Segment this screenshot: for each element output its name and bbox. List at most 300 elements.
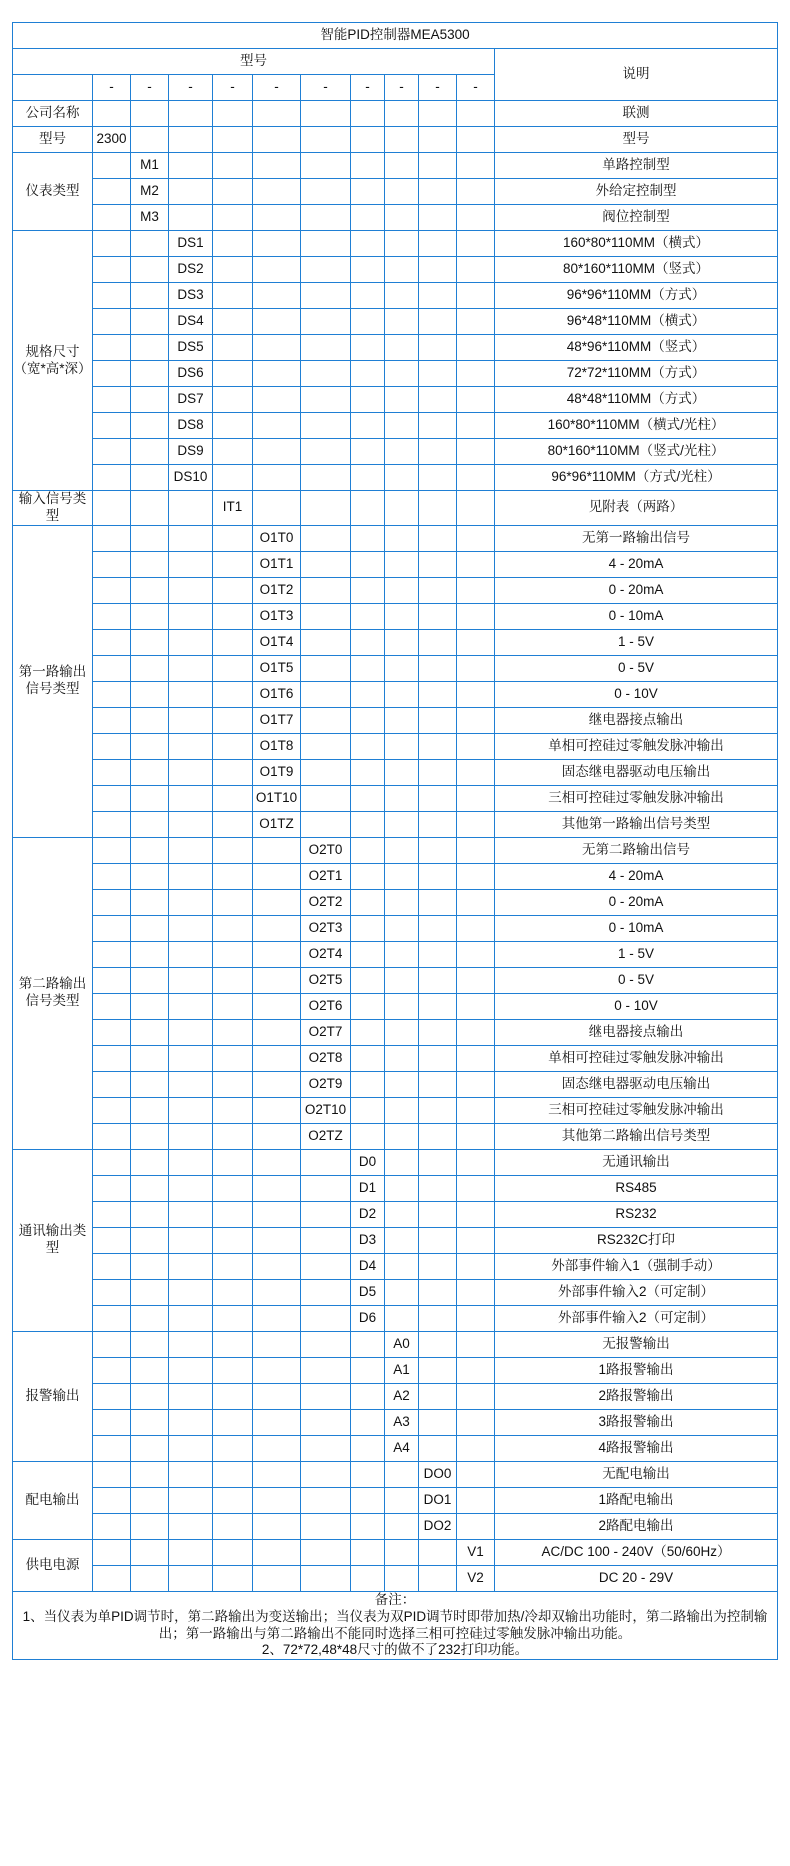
empty-cell (301, 707, 351, 733)
empty-cell (253, 1149, 301, 1175)
empty-cell (169, 1045, 213, 1071)
empty-cell (419, 707, 457, 733)
empty-cell (253, 1565, 301, 1591)
description-cell: 0 - 10mA (495, 603, 778, 629)
empty-cell (253, 967, 301, 993)
empty-cell (93, 941, 131, 967)
empty-cell (131, 837, 169, 863)
empty-cell (213, 1331, 253, 1357)
header-row-model (13, 49, 778, 75)
table-row (13, 1201, 778, 1227)
group-label: 第一路输出信号类型 (13, 525, 93, 837)
empty-cell (301, 1513, 351, 1539)
empty-cell (169, 577, 213, 603)
empty-cell (419, 491, 457, 526)
empty-cell (169, 785, 213, 811)
empty-cell (419, 1253, 457, 1279)
empty-cell (213, 1123, 253, 1149)
empty-cell (351, 257, 385, 283)
empty-cell (419, 439, 457, 465)
dash-cell: - (351, 75, 385, 101)
code-cell: O1T8 (253, 733, 301, 759)
empty-cell (131, 1149, 169, 1175)
description-cell: 无通讯输出 (495, 1149, 778, 1175)
empty-cell (351, 603, 385, 629)
empty-cell (301, 1565, 351, 1591)
empty-cell (301, 785, 351, 811)
code-cell: O1T3 (253, 603, 301, 629)
empty-cell (93, 1019, 131, 1045)
empty-cell (457, 309, 495, 335)
dash-cell: - (385, 75, 419, 101)
empty-cell (301, 1253, 351, 1279)
empty-cell (213, 1279, 253, 1305)
table-row (13, 205, 778, 231)
empty-cell (169, 603, 213, 629)
description-cell: 72*72*110MM（方式） (495, 361, 778, 387)
empty-cell (351, 707, 385, 733)
description-cell: 其他第一路输出信号类型 (495, 811, 778, 837)
code-cell: D4 (351, 1253, 385, 1279)
description-cell: 单相可控硅过零触发脉冲输出 (495, 1045, 778, 1071)
empty-cell (131, 941, 169, 967)
empty-cell (93, 1149, 131, 1175)
description-cell: 无第一路输出信号 (495, 525, 778, 551)
table-row (13, 491, 778, 526)
code-cell: DS7 (169, 387, 213, 413)
empty-cell (93, 101, 131, 127)
empty-cell (253, 1461, 301, 1487)
empty-cell (213, 101, 253, 127)
empty-cell (457, 179, 495, 205)
empty-cell (93, 1123, 131, 1149)
empty-cell (351, 1123, 385, 1149)
empty-cell (457, 1383, 495, 1409)
empty-cell (301, 525, 351, 551)
empty-cell (457, 387, 495, 413)
empty-cell (131, 915, 169, 941)
description-cell: DC 20 - 29V (495, 1565, 778, 1591)
empty-cell (385, 413, 419, 439)
table-row (13, 681, 778, 707)
empty-cell (419, 153, 457, 179)
empty-cell (457, 1435, 495, 1461)
table-row (13, 1539, 778, 1565)
description-cell: 4 - 20mA (495, 863, 778, 889)
empty-cell (213, 863, 253, 889)
table-row (13, 1123, 778, 1149)
empty-cell (93, 785, 131, 811)
empty-cell (457, 837, 495, 863)
empty-cell (419, 681, 457, 707)
empty-cell (419, 1149, 457, 1175)
description-cell: RS232 (495, 1201, 778, 1227)
empty-cell (301, 811, 351, 837)
empty-cell (131, 1305, 169, 1331)
description-cell: 48*96*110MM（竖式） (495, 335, 778, 361)
empty-cell (93, 1487, 131, 1513)
empty-cell (253, 1539, 301, 1565)
empty-cell (131, 1383, 169, 1409)
empty-cell (419, 525, 457, 551)
empty-cell (253, 1019, 301, 1045)
model-group-header: 型号 (13, 49, 495, 75)
empty-cell (93, 1227, 131, 1253)
empty-cell (253, 1513, 301, 1539)
empty-cell (419, 1045, 457, 1071)
empty-cell (419, 413, 457, 439)
empty-cell (169, 837, 213, 863)
empty-cell (385, 1071, 419, 1097)
table-row (13, 1513, 778, 1539)
empty-cell (301, 283, 351, 309)
empty-cell (385, 231, 419, 257)
empty-cell (457, 101, 495, 127)
empty-cell (385, 1487, 419, 1513)
empty-cell (385, 811, 419, 837)
empty-cell (213, 577, 253, 603)
empty-cell (351, 413, 385, 439)
description-cell: 96*96*110MM（方式） (495, 283, 778, 309)
empty-cell (93, 1461, 131, 1487)
code-cell: DS3 (169, 283, 213, 309)
table-row (13, 257, 778, 283)
empty-cell (169, 941, 213, 967)
empty-cell (213, 1175, 253, 1201)
table-row (13, 1487, 778, 1513)
empty-cell (213, 941, 253, 967)
empty-cell (385, 1227, 419, 1253)
empty-cell (93, 759, 131, 785)
table-row (13, 127, 778, 153)
code-cell: O2T4 (301, 941, 351, 967)
empty-cell (169, 629, 213, 655)
empty-cell (385, 1539, 419, 1565)
empty-cell (457, 361, 495, 387)
empty-cell (93, 1201, 131, 1227)
code-cell: M2 (131, 179, 169, 205)
empty-cell (351, 1045, 385, 1071)
empty-cell (93, 811, 131, 837)
empty-cell (169, 681, 213, 707)
empty-cell (419, 101, 457, 127)
empty-cell (169, 1227, 213, 1253)
empty-cell (131, 1019, 169, 1045)
empty-cell (213, 257, 253, 283)
empty-cell (385, 733, 419, 759)
empty-cell (457, 153, 495, 179)
empty-cell (385, 629, 419, 655)
empty-cell (213, 231, 253, 257)
empty-cell (131, 629, 169, 655)
empty-cell (213, 1045, 253, 1071)
empty-cell (93, 413, 131, 439)
empty-cell (169, 811, 213, 837)
table-row (13, 1435, 778, 1461)
table-row (13, 1357, 778, 1383)
empty-cell (419, 179, 457, 205)
empty-cell (385, 387, 419, 413)
empty-cell (169, 733, 213, 759)
empty-cell (213, 309, 253, 335)
empty-cell (213, 1461, 253, 1487)
empty-cell (385, 1565, 419, 1591)
empty-cell (131, 465, 169, 491)
empty-cell (351, 153, 385, 179)
table-row (13, 603, 778, 629)
empty-cell (213, 993, 253, 1019)
empty-cell (351, 1539, 385, 1565)
empty-cell (93, 1071, 131, 1097)
empty-cell (131, 1071, 169, 1097)
empty-cell (169, 1071, 213, 1097)
empty-cell (419, 361, 457, 387)
empty-cell (253, 1305, 301, 1331)
group-label: 规格尺寸（宽*高*深） (13, 231, 93, 491)
empty-cell (301, 1227, 351, 1253)
table-row (13, 1045, 778, 1071)
empty-cell (457, 863, 495, 889)
description-cell: 4 - 20mA (495, 551, 778, 577)
empty-cell (131, 525, 169, 551)
dash-cell: - (419, 75, 457, 101)
empty-cell (385, 967, 419, 993)
table-row (13, 967, 778, 993)
empty-cell (253, 257, 301, 283)
empty-cell (131, 309, 169, 335)
empty-cell (419, 837, 457, 863)
empty-cell (457, 993, 495, 1019)
empty-cell (385, 127, 419, 153)
empty-cell (351, 491, 385, 526)
empty-cell (213, 283, 253, 309)
empty-cell (93, 283, 131, 309)
empty-cell (301, 603, 351, 629)
empty-cell (169, 1409, 213, 1435)
table-row (13, 1227, 778, 1253)
empty-cell (213, 629, 253, 655)
table-row (13, 309, 778, 335)
empty-cell (169, 759, 213, 785)
description-cell: 160*80*110MM（横式） (495, 231, 778, 257)
empty-cell (169, 993, 213, 1019)
table-row (13, 439, 778, 465)
empty-cell (131, 863, 169, 889)
empty-cell (93, 335, 131, 361)
empty-cell (131, 361, 169, 387)
empty-cell (131, 811, 169, 837)
empty-cell (253, 941, 301, 967)
code-cell: V2 (457, 1565, 495, 1591)
empty-cell (351, 525, 385, 551)
empty-cell (131, 577, 169, 603)
table-row (13, 655, 778, 681)
empty-cell (131, 439, 169, 465)
description-cell: 联测 (495, 101, 778, 127)
empty-cell (457, 525, 495, 551)
empty-cell (93, 915, 131, 941)
empty-cell (385, 577, 419, 603)
description-cell: 0 - 5V (495, 655, 778, 681)
empty-cell (213, 967, 253, 993)
empty-cell (253, 863, 301, 889)
empty-cell (213, 837, 253, 863)
empty-cell (457, 603, 495, 629)
empty-cell (93, 361, 131, 387)
description-cell: 外给定控制型 (495, 179, 778, 205)
empty-cell (419, 283, 457, 309)
empty-cell (419, 1383, 457, 1409)
empty-cell (213, 733, 253, 759)
empty-cell (385, 551, 419, 577)
empty-cell (213, 465, 253, 491)
empty-cell (253, 1175, 301, 1201)
empty-cell (301, 1461, 351, 1487)
empty-cell (351, 361, 385, 387)
empty-cell (253, 127, 301, 153)
code-cell: O2T0 (301, 837, 351, 863)
code-cell: A0 (385, 1331, 419, 1357)
description-cell: 0 - 10V (495, 993, 778, 1019)
empty-cell (301, 1305, 351, 1331)
empty-cell (253, 1279, 301, 1305)
empty-cell (351, 283, 385, 309)
empty-cell (253, 387, 301, 413)
empty-cell (301, 1409, 351, 1435)
empty-cell (301, 335, 351, 361)
empty-cell (93, 1253, 131, 1279)
table-row (13, 759, 778, 785)
empty-cell (351, 1409, 385, 1435)
empty-cell (131, 1565, 169, 1591)
page-title: 智能PID控制器MEA5300 (13, 23, 778, 49)
description-cell: 48*48*110MM（方式） (495, 387, 778, 413)
empty-cell (419, 759, 457, 785)
empty-cell (457, 1175, 495, 1201)
empty-cell (457, 681, 495, 707)
code-cell: O1T1 (253, 551, 301, 577)
empty-cell (169, 967, 213, 993)
code-cell: IT1 (213, 491, 253, 526)
description-cell: 0 - 20mA (495, 889, 778, 915)
empty-cell (351, 655, 385, 681)
table-row (13, 1565, 778, 1591)
empty-cell (253, 1227, 301, 1253)
empty-cell (253, 1201, 301, 1227)
code-cell: O1T4 (253, 629, 301, 655)
empty-cell (351, 1565, 385, 1591)
empty-cell (301, 361, 351, 387)
empty-cell (351, 1071, 385, 1097)
table-row (13, 1149, 778, 1175)
empty-cell (213, 335, 253, 361)
empty-cell (351, 889, 385, 915)
empty-cell (351, 335, 385, 361)
empty-cell (301, 1357, 351, 1383)
empty-cell (419, 1539, 457, 1565)
empty-cell (253, 309, 301, 335)
empty-cell (351, 1487, 385, 1513)
empty-cell (385, 335, 419, 361)
empty-cell (457, 1097, 495, 1123)
empty-cell (169, 1201, 213, 1227)
empty-cell (457, 733, 495, 759)
group-label: 第二路输出信号类型 (13, 837, 93, 1149)
empty-cell (419, 1175, 457, 1201)
empty-cell (385, 1097, 419, 1123)
empty-cell (351, 465, 385, 491)
empty-cell (419, 551, 457, 577)
group-label: 通讯输出类型 (13, 1149, 93, 1331)
empty-cell (385, 1461, 419, 1487)
empty-cell (131, 993, 169, 1019)
empty-cell (131, 1123, 169, 1149)
empty-cell (253, 179, 301, 205)
empty-cell (301, 629, 351, 655)
empty-cell (93, 179, 131, 205)
empty-cell (385, 465, 419, 491)
empty-cell (419, 1071, 457, 1097)
empty-cell (419, 1435, 457, 1461)
dash-cell: - (457, 75, 495, 101)
empty-cell (351, 1513, 385, 1539)
empty-cell (385, 889, 419, 915)
empty-cell (253, 1487, 301, 1513)
empty-cell (93, 629, 131, 655)
code-cell: O2T6 (301, 993, 351, 1019)
empty-cell (351, 101, 385, 127)
empty-cell (131, 283, 169, 309)
empty-cell (213, 1409, 253, 1435)
code-cell: O2T7 (301, 1019, 351, 1045)
table-row (13, 153, 778, 179)
empty-cell (253, 413, 301, 439)
code-cell: O1T9 (253, 759, 301, 785)
empty-cell (385, 863, 419, 889)
empty-cell (213, 1071, 253, 1097)
empty-cell (213, 1097, 253, 1123)
empty-cell (93, 1305, 131, 1331)
empty-cell (351, 1461, 385, 1487)
empty-cell (385, 101, 419, 127)
empty-cell (457, 1357, 495, 1383)
empty-cell (131, 335, 169, 361)
empty-cell (131, 1409, 169, 1435)
empty-cell (93, 1357, 131, 1383)
code-cell: DS4 (169, 309, 213, 335)
empty-cell (419, 1123, 457, 1149)
empty-cell (419, 1409, 457, 1435)
empty-cell (457, 413, 495, 439)
code-cell: A1 (385, 1357, 419, 1383)
empty-cell (131, 413, 169, 439)
code-cell: DS6 (169, 361, 213, 387)
description-cell: AC/DC 100 - 240V（50/60Hz） (495, 1539, 778, 1565)
empty-cell (131, 1461, 169, 1487)
table-row (13, 1409, 778, 1435)
empty-cell (169, 863, 213, 889)
empty-cell (351, 811, 385, 837)
empty-cell (131, 1201, 169, 1227)
description-cell: 无第二路输出信号 (495, 837, 778, 863)
empty-cell (301, 127, 351, 153)
empty-cell (213, 1305, 253, 1331)
empty-cell (457, 811, 495, 837)
empty-cell (213, 1253, 253, 1279)
empty-cell (351, 733, 385, 759)
empty-cell (457, 785, 495, 811)
empty-cell (253, 1435, 301, 1461)
